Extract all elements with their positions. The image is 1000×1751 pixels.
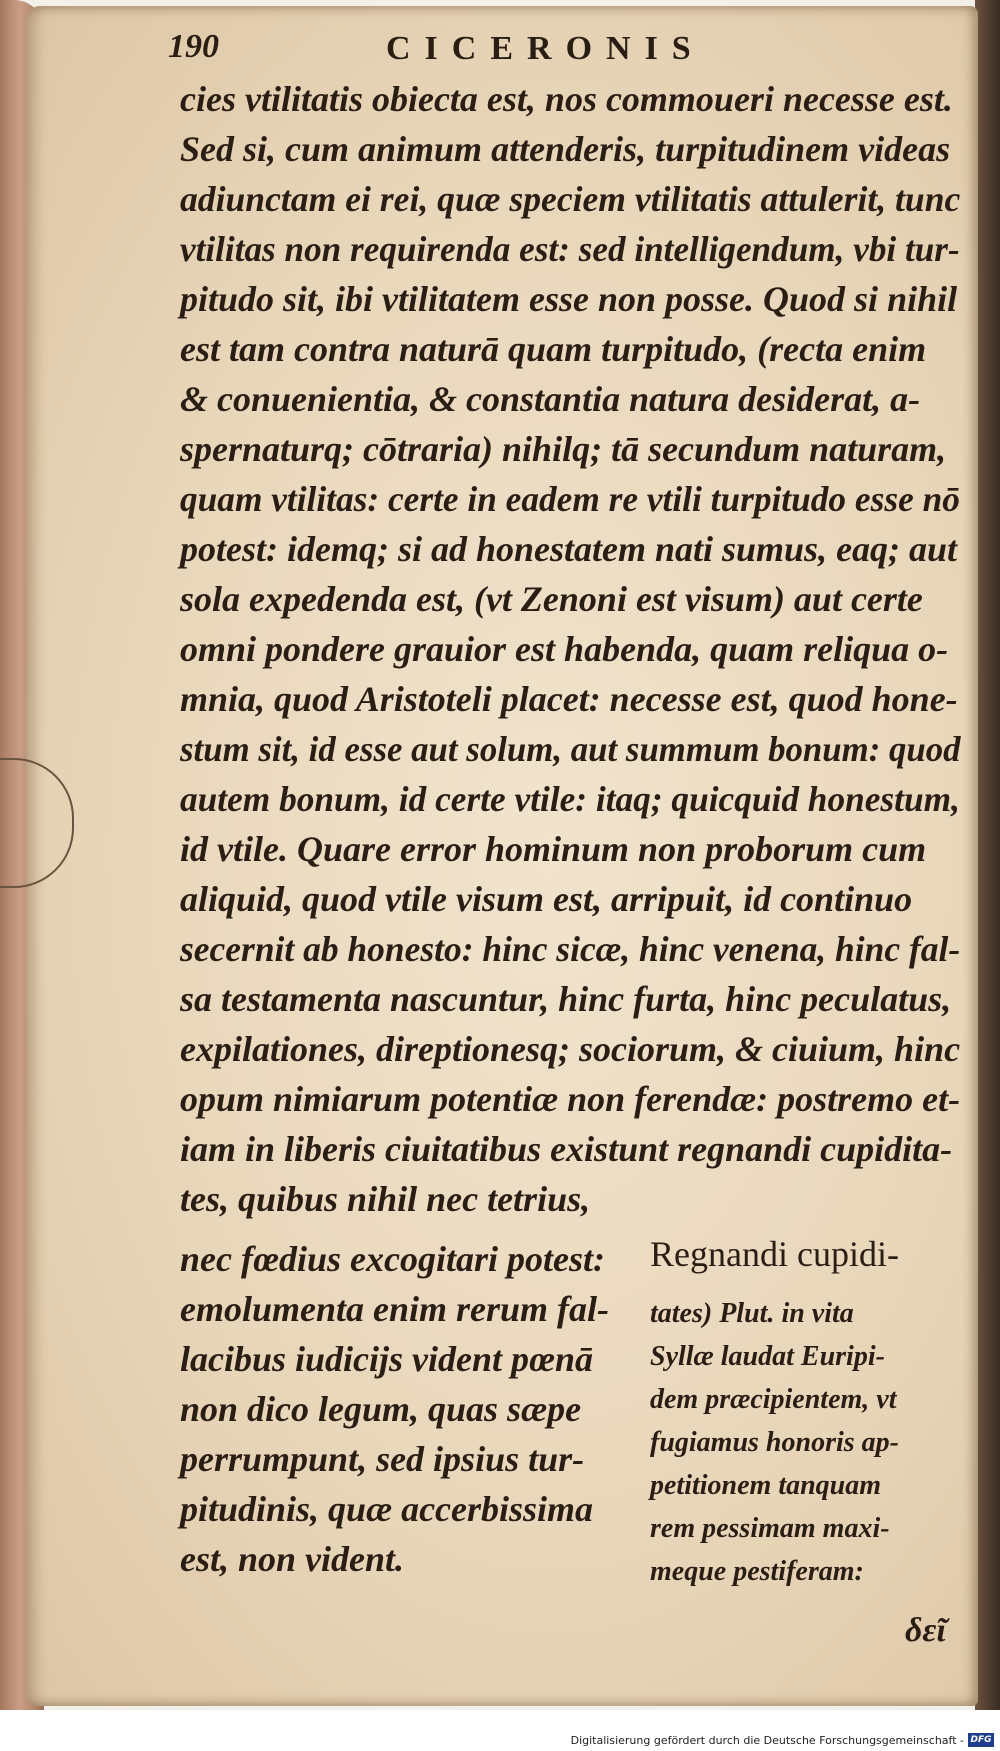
text-line: spernaturq; cōtraria) nihilq; tā secundum naturam,: [180, 429, 947, 469]
text-line: stum sit, id esse aut solum, aut summum bonum: quod: [180, 729, 961, 769]
text-line: lacibus iudicijs vident pœnā: [180, 1339, 594, 1379]
note-line: meque pestiferam:: [650, 1556, 864, 1587]
digitization-credit: Digitalisierung gefördert durch die Deutsche Forschungsgemeinschaft -: [570, 1734, 964, 1747]
text-line: aliquid, quod vtile visum est, arripuit, id continuo: [180, 879, 913, 919]
note-line: fugiamus honoris ap-: [650, 1427, 899, 1458]
text-line: est, non vident.: [180, 1539, 405, 1579]
text-line: vtilitas non requirenda est: sed intelligendum, vbi tur-: [180, 229, 960, 269]
text-line: emolumenta enim rerum fal-: [180, 1289, 610, 1329]
text-line: omni pondere grauior est habenda, quam reliqua o-: [180, 629, 949, 669]
text-line: quam vtilitas: certe in eadem re vtili turpitudo esse nō: [180, 479, 960, 519]
text-line: potest: idemq; si ad honestatem nati sumus, eaq; aut: [180, 529, 958, 569]
running-title: CICERONIS: [386, 30, 705, 67]
text-line: autem bonum, id certe vtile: itaq; quicquid honestum,: [180, 779, 960, 819]
note-line: Syllæ laudat Euripi-: [650, 1341, 885, 1372]
dfg-logo: DFG: [968, 1733, 994, 1747]
note-lemma: Regnandi cupidi-: [650, 1234, 899, 1274]
book-edge-right: [975, 0, 1000, 1710]
text-line: sa testamenta nascuntur, hinc furta, hinc peculatus,: [180, 979, 952, 1019]
text-line: opum nimiarum potentiæ non ferendæ: postremo et-: [180, 1079, 961, 1119]
text-line: adiunctam ei rei, quæ speciem vtilitatis attulerit, tunc: [180, 179, 961, 219]
text-line: pitudinis, quæ accerbissima: [180, 1489, 594, 1529]
text-line: pitudo sit, ibi vtilitatem esse non posse. Quod si nihil: [180, 279, 958, 319]
text-line: sola expedenda est, (vt Zenoni est visum) aut certe: [180, 579, 923, 619]
text-line: non dico legum, quas sæpe: [180, 1389, 582, 1429]
note-line: rem pessimam maxi-: [650, 1513, 890, 1544]
text-line: iam in liberis ciuitatibus existunt regnandi cupidita-: [180, 1129, 953, 1169]
text-line: nec fœdius excogitari potest:: [180, 1239, 605, 1279]
text-line: cies vtilitatis obiecta est, nos commoueri necesse est.: [180, 79, 953, 119]
text-line: tes, quibus nihil nec tetrius,: [180, 1179, 591, 1219]
text-line: & conuenientia, & constantia natura desiderat, a-: [180, 379, 921, 419]
text-line: Sed si, cum animum attenderis, turpitudinem videas: [180, 129, 951, 169]
text-line: id vtile. Quare error hominum non proborum cum: [180, 829, 927, 869]
text-line: est tam contra naturā quam turpitudo, (recta enim: [180, 329, 927, 369]
text-line: expilationes, direptionesq; sociorum, & ciuium, hinc: [180, 1029, 961, 1069]
text-line: perrumpunt, sed ipsius tur-: [180, 1439, 585, 1479]
note-line: petitionem tanquam: [650, 1470, 882, 1501]
text-line: secernit ab honesto: hinc sicæ, hinc venena, hinc fal-: [180, 929, 961, 969]
catchword: δεῖ: [905, 1612, 946, 1649]
note-line: tates) Plut. in vita: [650, 1298, 854, 1329]
text-line: mnia, quod Aristoteli placet: necesse est, quod hone-: [180, 679, 958, 719]
note-line: dem præcipientem, vt: [650, 1384, 897, 1415]
page-number: 190: [168, 28, 219, 65]
